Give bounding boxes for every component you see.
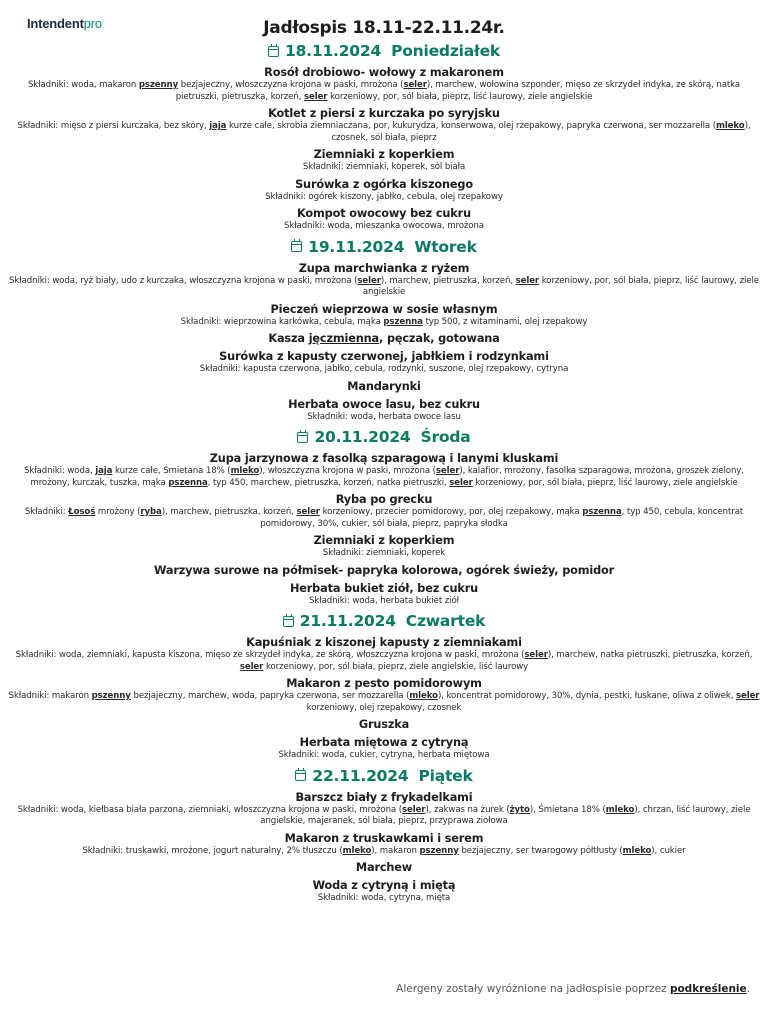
- dish-name: Mandarynki: [347, 379, 421, 393]
- text-part: , pęczak, gotowana: [379, 332, 500, 345]
- dish-name: Zupa jarzynowa z fasolką szparagową i lanymi kluskami: [209, 452, 559, 465]
- text-part: korzeniowy, olej rzepakowy, czosnek: [306, 702, 462, 713]
- text-part: Składniki: makaron: [8, 691, 92, 701]
- allergen: seler: [524, 650, 548, 660]
- text-part: korzeniowy, przecier pomidorowy, por, olej rzepakowy, mąka: [319, 507, 583, 517]
- calendar-icon: [291, 241, 302, 252]
- day-name: Środa: [420, 428, 471, 446]
- text-part: Składniki: ziemniaki, koperek, sól biała: [302, 162, 466, 172]
- allergen: jaja: [95, 466, 113, 476]
- allergen: seler: [357, 275, 381, 286]
- text-part: Składniki: woda, herbata owoce lasu: [307, 411, 461, 422]
- text-part: typ 500, z witaminami, olej rzepakowy: [422, 316, 588, 327]
- ingredients: [8, 466, 760, 489]
- text-part: , typ 450, marchew, pietruszka, korzeń, natka pietruszki,: [207, 477, 450, 488]
- dish-name: Makaron z pesto pomidorowym: [286, 677, 482, 690]
- allergen-note: Alergeny zostały wyróżnione na jadłospisie poprzez podkreślenie.: [396, 983, 750, 995]
- calendar-icon: [283, 616, 294, 627]
- dish-name: Makaron z truskawkami i serem: [284, 831, 484, 845]
- text-part: Składniki: kapusta czerwona, jabłko, cebula, rodzynki, suszone, olej rzepakowy, cytryna: [199, 364, 569, 374]
- day-name: Czwartek: [405, 612, 486, 630]
- allergen: żyto: [509, 804, 530, 815]
- allergen: pszenny: [91, 691, 131, 701]
- ingredients: [8, 750, 760, 762]
- text-part: bezjajeczny, włoszczyzna krojona w paski, mrożona (: [178, 80, 404, 90]
- text-part: Składniki: mięso z piersi kurczaka, bez skóry,: [17, 121, 210, 131]
- ingredients: [8, 276, 760, 299]
- text-part: ), marchew, pietruszka, korzeń,: [380, 275, 516, 286]
- dish-name: Ziemniaki z koperkiem: [313, 534, 455, 547]
- allergen: jęczmienna: [308, 332, 380, 345]
- dish-name: [8, 331, 760, 346]
- dish-name: Woda z cytryną i miętą: [312, 879, 456, 892]
- allergen: seler: [735, 691, 760, 701]
- dish-name: Gruszka: [358, 718, 410, 731]
- ingredients: [8, 121, 760, 144]
- day-name: Piątek: [418, 766, 473, 785]
- allergen: mleko: [409, 691, 438, 701]
- ingredients: [8, 192, 760, 204]
- page-title: Jadłospis 18.11-22.11.24r.: [263, 18, 505, 38]
- text-part: ), kalafior, mrożony, fasolka szparagowa, mrożona, groszek zielony, mrożony, kurczak, tuszka, mąka: [30, 466, 744, 488]
- day-name: Wtorek: [414, 237, 477, 256]
- text-part: ), marchew, natka pietruszki, pietruszka, korzeń,: [547, 650, 753, 660]
- allergen: seler: [239, 661, 264, 672]
- ingredients: [8, 650, 760, 673]
- allergen: jaja: [209, 121, 227, 131]
- text-part: bezjajeczny, marchew, woda, papryka czerwona, ser mozzarella (: [130, 691, 410, 701]
- text-part: Składniki: woda, ziemniaki, kapusta kiszona, mięso ze skrzydeł indyka, ze skórą, włoszczyzna krojona w paski, mrożona (: [15, 650, 525, 660]
- text-part: Składniki: woda, cytryna, mięta: [317, 893, 451, 903]
- dish-name: Herbata bukiet ziół, bez cukru: [289, 581, 479, 595]
- day-name: Poniedziałek: [391, 42, 500, 60]
- day-date: 18.11.2024: [285, 42, 382, 60]
- text-part: Kasza: [268, 332, 309, 345]
- day-header: [8, 236, 760, 258]
- dish-name: Ziemniaki z koperkiem: [313, 148, 455, 161]
- dish-name: Surówka z kapusty czerwonej, jabłkiem i rodzynkami: [219, 350, 549, 363]
- brand-logo: Intendentpro: [27, 16, 102, 31]
- text-part: Składniki: woda, makaron: [27, 80, 139, 90]
- allergen: pszenna: [582, 507, 622, 517]
- allergen: seler: [401, 804, 426, 815]
- dish-name: Herbata miętowa z cytryną: [299, 736, 469, 749]
- allergen: pszenny: [419, 845, 459, 856]
- allergen: mleko: [622, 845, 652, 856]
- text-part: Składniki: woda, mieszanka owocowa, mrożona: [284, 221, 484, 231]
- text-part: Składniki: woda, cukier, cytryna, herbata miętowa: [278, 750, 490, 760]
- text-part: korzeniowy, por, sól biała, pieprz, ziele angielskie, liść laurowy: [263, 661, 529, 672]
- calendar-icon: [268, 46, 279, 57]
- ingredients: [8, 548, 760, 560]
- day-header: [8, 765, 760, 787]
- day-header: [8, 426, 760, 448]
- text-part: kurze całe, Śmietana 18% (: [112, 466, 231, 476]
- dish-name: Kotlet z piersi z kurczaka po syryjsku: [268, 107, 500, 120]
- text-part: , typ 450, cebula, koncentrat pomidorowy, 30%, cukier, sól biała, pieprz, papryka słodka: [260, 507, 744, 529]
- ingredients: [8, 162, 760, 174]
- ingredients: [8, 805, 760, 828]
- text-part: ), czosnek, sól biała, pieprz: [331, 121, 751, 143]
- text-part: Składniki:: [24, 507, 69, 517]
- text-part: Składniki: wieprzowina karkówka, cebula, mąka: [180, 316, 384, 327]
- day-date: 21.11.2024: [299, 612, 396, 630]
- day-header: [8, 610, 760, 632]
- allergen: seler: [403, 80, 427, 90]
- allergen: Łosoś: [68, 507, 96, 517]
- text-part: bezjajeczny, ser twarogowy półtłusty (: [458, 845, 623, 856]
- dish-name: Warzywa surowe na półmisek- papryka kolorowa, ogórek świeży, pomidor: [153, 563, 615, 577]
- text-part: ), koncentrat pomidorowy, 30%, dynia, pestki, łuskane, oliwa z oliwek,: [437, 691, 736, 701]
- text-part: kurze całe, skrobia ziemniaczana, por, kukurydza, konserwowa, olej rzepakowy, papryka czerwona, ser mozzarella (: [226, 121, 716, 131]
- dish-name: Kompot owocowy bez cukru: [297, 207, 471, 220]
- text-part: Składniki: ogórek kiszony, jabłko, cebula, olej rzepakowy: [265, 191, 503, 202]
- text-part: ), cukier: [651, 845, 686, 856]
- allergen: seler: [435, 466, 460, 476]
- ingredients: [8, 846, 760, 858]
- allergen: mleko: [715, 121, 745, 131]
- days-container: [8, 40, 760, 905]
- day-header: [8, 40, 760, 62]
- text-part: ), marchew, pietruszka, korzeń,: [161, 507, 297, 517]
- ingredients: [8, 221, 760, 233]
- dish-name: Rosół drobiowo- wołowy z makaronem: [264, 66, 504, 79]
- allergen: mleko: [605, 804, 635, 815]
- day-date: 22.11.2024: [312, 766, 409, 785]
- day-date: 20.11.2024: [314, 428, 411, 446]
- ingredients: [8, 412, 760, 424]
- text-part: ), zakwas na żurek (: [425, 804, 510, 815]
- text-part: Składniki: woda, ryż biały, udo z kurczaka, włoszczyzna krojona w paski, mrożona (: [9, 275, 358, 286]
- text-part: ), marchew, wołowina szponder, mięso ze skrzydeł indyka, ze skórą, natka pietruszki, pietruszka, korzeń,: [175, 80, 741, 102]
- allergen: seler: [296, 507, 320, 517]
- allergen: ryba: [140, 507, 162, 517]
- text-part: ), chrzan, liść laurowy, ziele angielskie, majeranek, sól biała, pieprz, przyprawa ziołowa: [260, 804, 751, 826]
- ingredients: [8, 507, 760, 530]
- calendar-icon: [295, 770, 306, 781]
- text-part: Składniki: woda,: [24, 466, 96, 476]
- calendar-icon: [297, 432, 308, 443]
- ingredients: [8, 80, 760, 103]
- allergen: mleko: [342, 845, 372, 856]
- dish-name: Kapuśniak z kiszonej kapusty z ziemniakami: [246, 636, 522, 649]
- day-date: 19.11.2024: [308, 237, 405, 256]
- ingredients: [8, 317, 760, 329]
- dish-name: Marchew: [355, 861, 413, 874]
- allergen: seler: [515, 275, 540, 286]
- dish-name: Zupa marchwianka z ryżem: [298, 261, 470, 275]
- text-part: korzeniowy, por, sól biała, pieprz, liść laurowy, ziele angielskie: [362, 275, 759, 297]
- text-part: ), Śmietana 18% (: [529, 804, 606, 815]
- allergen: mleko: [230, 466, 260, 476]
- dish-name: Ryba po grecku: [335, 493, 433, 506]
- allergen: pszenna: [383, 316, 423, 327]
- text-part: ), makaron: [371, 845, 420, 856]
- ingredients: [8, 596, 760, 608]
- text-part: Składniki: ziemniaki, koperek: [322, 548, 446, 558]
- ingredients: [8, 893, 760, 905]
- text-part: Składniki: truskawki, mrożone, jogurt naturalny, 2% tłuszczu (: [82, 845, 343, 856]
- text-part: Składniki: woda, herbata bukiet ziół: [309, 595, 459, 606]
- text-part: ), włoszczyzna krojona w paski, mrożona (: [259, 466, 436, 476]
- dish-name: Surówka z ogórka kiszonego: [295, 177, 473, 191]
- allergen: pszenna: [168, 477, 208, 488]
- dish-name: Herbata owoce lasu, bez cukru: [288, 397, 480, 411]
- menu-document: [8, 16, 760, 905]
- allergen: seler: [449, 477, 473, 488]
- dish-name: Barszcz biały z frykadelkami: [295, 790, 473, 804]
- text-part: korzeniowy, por, sól biała, pieprz, liść laurowy, ziele angielskie: [327, 91, 593, 102]
- text-part: mrożony (: [95, 507, 141, 517]
- text-part: korzeniowy, por, sól biała, pieprz, liść laurowy, ziele angielskie: [472, 477, 738, 488]
- ingredients: [8, 691, 760, 714]
- text-part: Składniki: woda, kiełbasa biała parzona, ziemniaki, włoszczyzna krojona w paski, mrożona (: [17, 804, 402, 815]
- dish-name: Pieczeń wieprzowa w sosie własnym: [270, 302, 498, 316]
- allergen: seler: [303, 91, 328, 102]
- ingredients: [8, 364, 760, 376]
- allergen: pszenny: [138, 80, 179, 90]
